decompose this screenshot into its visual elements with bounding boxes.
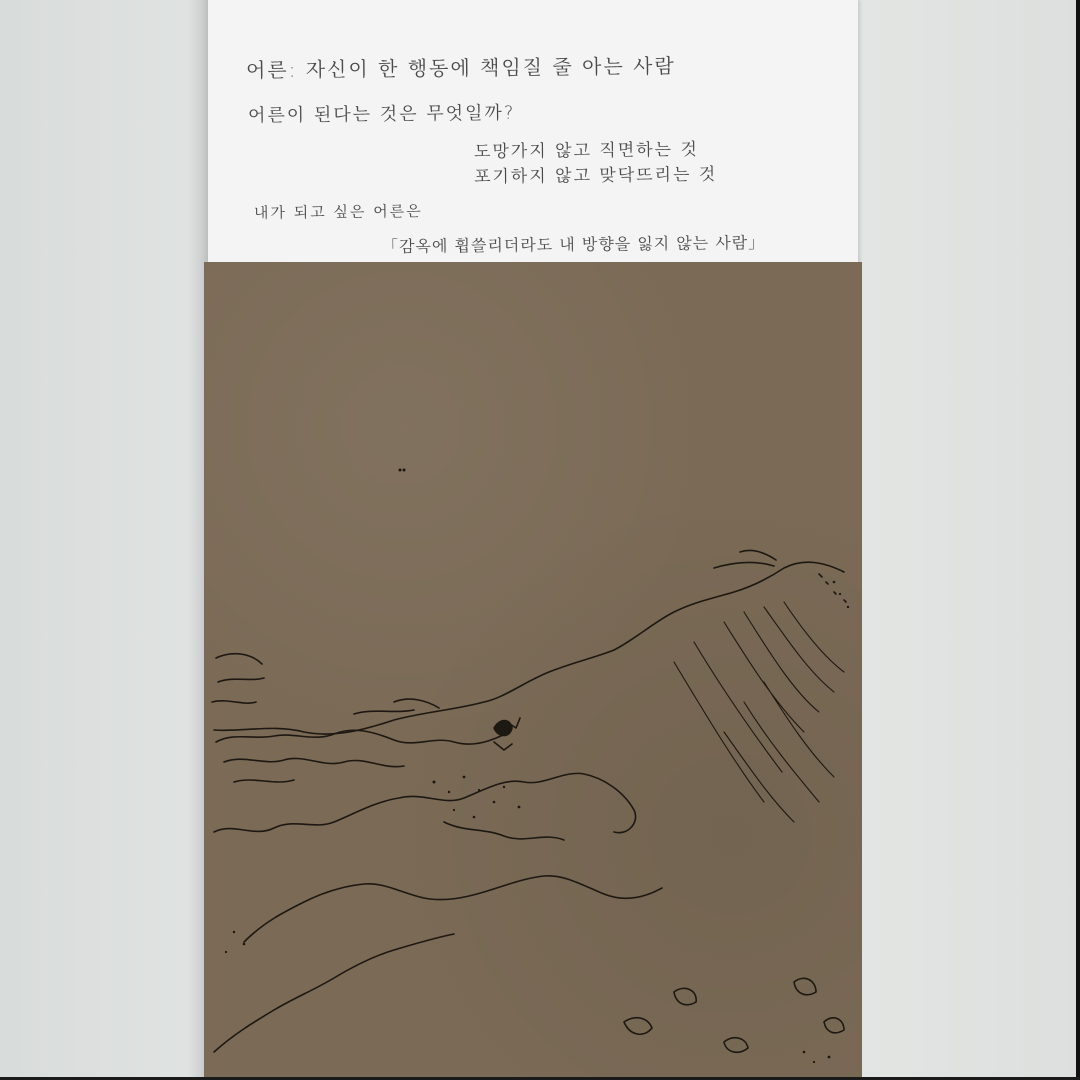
ridge-line	[214, 562, 844, 734]
note-line-quote: 「감옥에 휩쓸리더라도 내 방향을 잃지 않는 사람」	[381, 232, 766, 257]
note-line-answer-1: 도망가지 않고 직면하는 것	[473, 139, 699, 163]
lower-coast	[244, 876, 662, 942]
left-cloud	[212, 654, 264, 703]
note-line-intro: 내가 되고 싶은 어른은	[253, 202, 423, 222]
far-spots	[819, 574, 846, 602]
hatch-lines	[674, 602, 844, 822]
kraft-illustration-card	[204, 262, 862, 1080]
ink-speckles	[225, 469, 849, 1064]
note-line-question: 어른이 된다는 것은 무엇일까?	[247, 102, 516, 127]
frame-edge-right	[1076, 0, 1080, 1080]
bird-shape	[714, 550, 776, 568]
figure-blob	[494, 721, 512, 736]
bottom-islands	[624, 978, 844, 1052]
note-line-answer-2: 포기하지 않고 맞닥뜨리는 것	[473, 164, 718, 188]
handwritten-note-card	[208, 0, 858, 268]
ink-landscape-drawing	[204, 262, 862, 1080]
rock-cluster	[216, 730, 509, 744]
note-line-definition: 어른: 자신이 한 행동에 책임질 줄 아는 사람	[245, 53, 676, 83]
